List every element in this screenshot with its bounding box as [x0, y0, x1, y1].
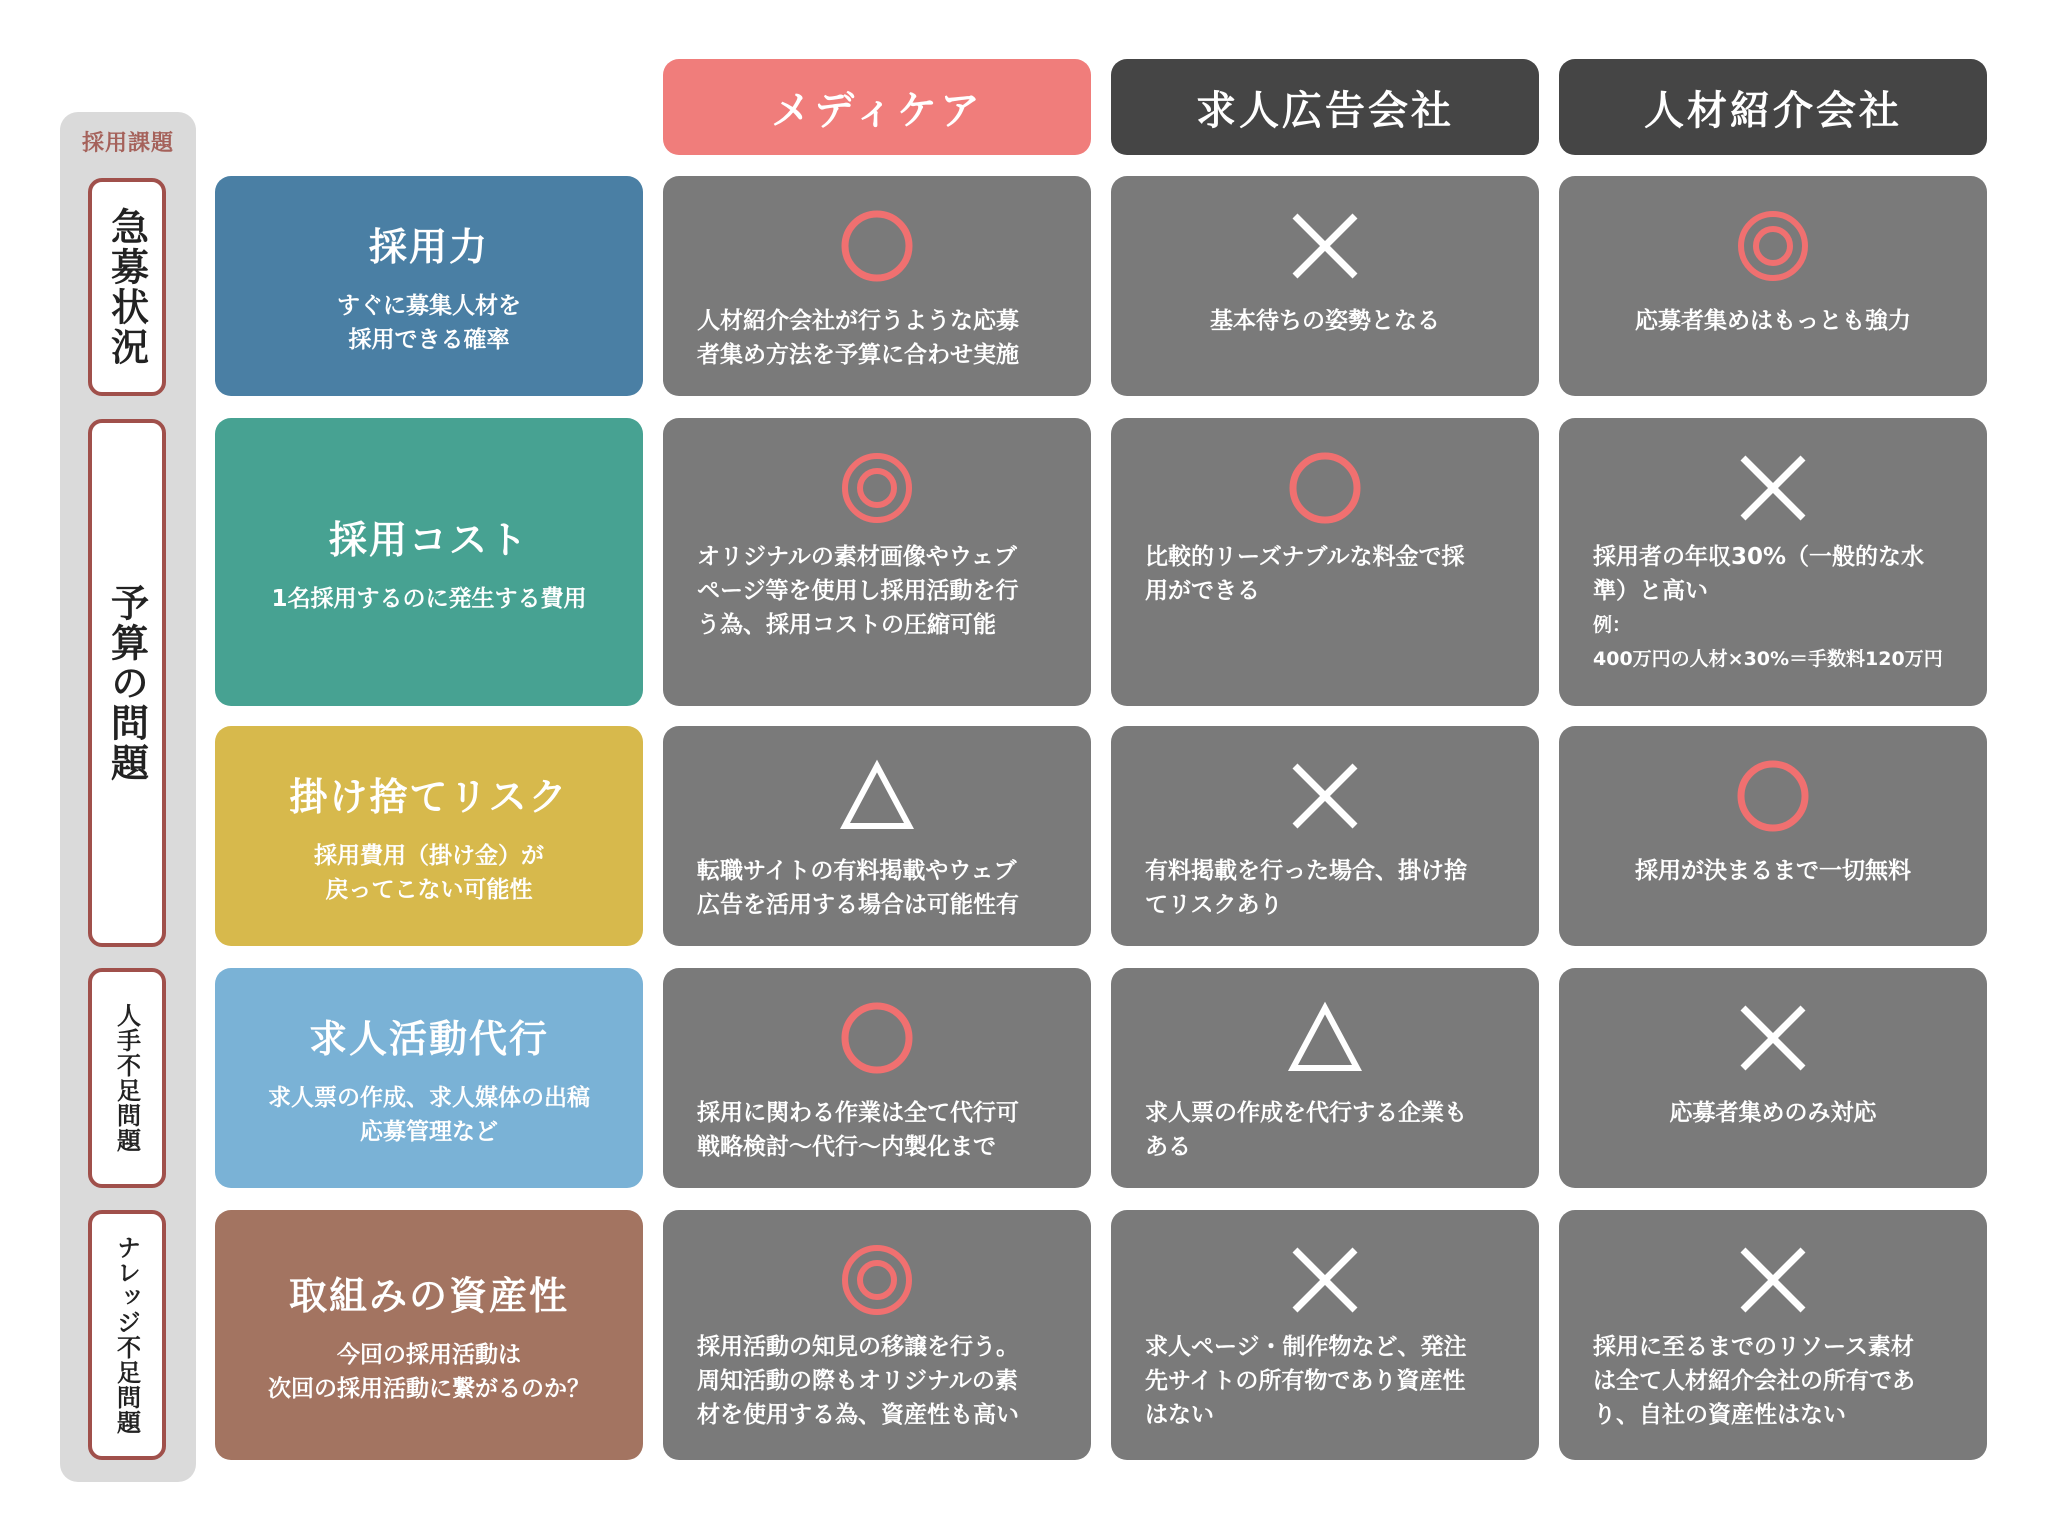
category-urgent: [88, 178, 166, 396]
cross-icon: [1285, 756, 1365, 836]
row-desc: 今回の採用活動は 次回の採用活動に繋がるのか？: [268, 1341, 590, 1402]
cell-sunk-risk-job-ad: [1111, 726, 1539, 946]
double-circle-icon: [1733, 206, 1813, 286]
cross-icon: [1285, 1240, 1365, 1320]
cell-text: 比較的リーズナブルな料金で採 用ができる: [1145, 544, 1465, 604]
category-staffing: [88, 968, 166, 1188]
cell-text: 採用活動の知見の移譲を行う。 周知活動の際もオリジナルの素 材を使用する為、資産性も高い: [697, 1334, 1019, 1428]
cell-text: 応募者集めのみ対応: [1669, 1100, 1877, 1126]
cell-hiring-cost-agency: [1559, 418, 1987, 706]
category-knowledge-label: ナレッジ不足問題: [112, 1235, 141, 1435]
cell-note: 400万円の人材×30%＝手数料120万円: [1593, 648, 1943, 670]
row-desc: 1名採用するのに発生する費用: [271, 585, 587, 612]
cell-recruiting-outsourcing-medicare: [663, 968, 1091, 1188]
cell-text: 求人ページ・制作物など、発注 先サイトの所有物であり資産性 はない: [1145, 1334, 1467, 1428]
cell-text: 採用に関わる作業は全て代行可 戦略検討〜代行〜内製化まで: [697, 1100, 1019, 1160]
category-panel-title: 採用課題: [81, 131, 174, 156]
cell-text: 人材紹介会社が行うような応募 者集め方法を予算に合わせ実施: [697, 308, 1019, 368]
circle-icon: [837, 206, 917, 286]
cell-hiring-power-medicare: [663, 176, 1091, 396]
cell-asset-value-medicare: [663, 1210, 1091, 1460]
row-label-hiring-cost: [215, 418, 643, 706]
cell-text: オリジナルの素材画像やウェブ ページ等を使用し採用活動を行 う為、採用コストの圧縮可能: [697, 544, 1019, 638]
cell-asset-value-agency: [1559, 1210, 1987, 1460]
triangle-icon: [837, 756, 917, 836]
header-recruitment-agency: 人材紹介会社: [1559, 59, 1987, 155]
cell-sunk-risk-medicare: [663, 726, 1091, 946]
row-desc: 求人票の作成、求人媒体の出稿 応募管理など: [268, 1084, 590, 1145]
row-label-sunk-risk: [215, 726, 643, 946]
category-knowledge: [88, 1210, 166, 1460]
row-label-recruiting-outsourcing: [215, 968, 643, 1188]
cell-recruiting-outsourcing-agency: [1559, 968, 1987, 1188]
row-title: 取組みの資産性: [288, 1273, 569, 1318]
cell-hiring-power-job-ad: [1111, 176, 1539, 396]
cross-icon: [1733, 998, 1813, 1078]
cell-text: 応募者集めはもっとも強力: [1635, 308, 1911, 334]
row-title: 採用力: [368, 224, 489, 269]
category-staffing-label: 人手不足問題: [112, 1003, 141, 1153]
row-title: 採用コスト: [328, 517, 529, 562]
double-circle-icon: [837, 448, 917, 528]
category-budget: [88, 419, 166, 947]
cell-text: 基本待ちの姿勢となる: [1210, 308, 1440, 334]
cell-text: 転職サイトの有料掲載やウェブ 広告を活用する場合は可能性有: [697, 858, 1019, 918]
double-circle-icon: [837, 1240, 917, 1320]
header-medicare: メディケア: [663, 59, 1091, 155]
cell-text: 求人票の作成を代行する企業も ある: [1145, 1100, 1467, 1160]
circle-icon: [1285, 448, 1365, 528]
cell-asset-value-job-ad: [1111, 1210, 1539, 1460]
cell-hiring-cost-job-ad: [1111, 418, 1539, 706]
cross-icon: [1285, 206, 1365, 286]
header-job-ad-company: 求人広告会社: [1111, 59, 1539, 155]
cross-icon: [1733, 448, 1813, 528]
circle-icon: [1733, 756, 1813, 836]
cell-recruiting-outsourcing-job-ad: [1111, 968, 1539, 1188]
row-title: 求人活動代行: [308, 1016, 549, 1061]
row-label-asset-value: [215, 1210, 643, 1460]
row-desc: 採用費用（掛け金）が 戻ってこない可能性: [314, 842, 544, 903]
cell-hiring-power-agency: [1559, 176, 1987, 396]
category-urgent-label: 急募状況: [104, 207, 149, 367]
cell-text: 採用に至るまでのリソース素材 は全て人材紹介会社の所有であ り、自社の資産性はない: [1593, 1334, 1915, 1428]
row-title: 掛け捨てリスク: [289, 774, 569, 819]
cell-hiring-cost-medicare: [663, 418, 1091, 706]
cross-icon: [1733, 1240, 1813, 1320]
triangle-icon: [1285, 998, 1365, 1078]
row-label-hiring-power: [215, 176, 643, 396]
cell-text: 有料掲載を行った場合、掛け捨 てリスクあり: [1145, 858, 1467, 918]
cell-sunk-risk-agency: [1559, 726, 1987, 946]
cell-note-label: 例：: [1593, 614, 1632, 636]
circle-icon: [837, 998, 917, 1078]
row-desc: すぐに募集人材を 採用できる確率: [337, 292, 521, 353]
category-budget-label: 予算の問題: [104, 583, 149, 783]
cell-text: 採用者の年収30%（一般的な水 準）と高い: [1593, 544, 1925, 604]
cell-text: 採用が決まるまで一切無料: [1635, 858, 1911, 884]
